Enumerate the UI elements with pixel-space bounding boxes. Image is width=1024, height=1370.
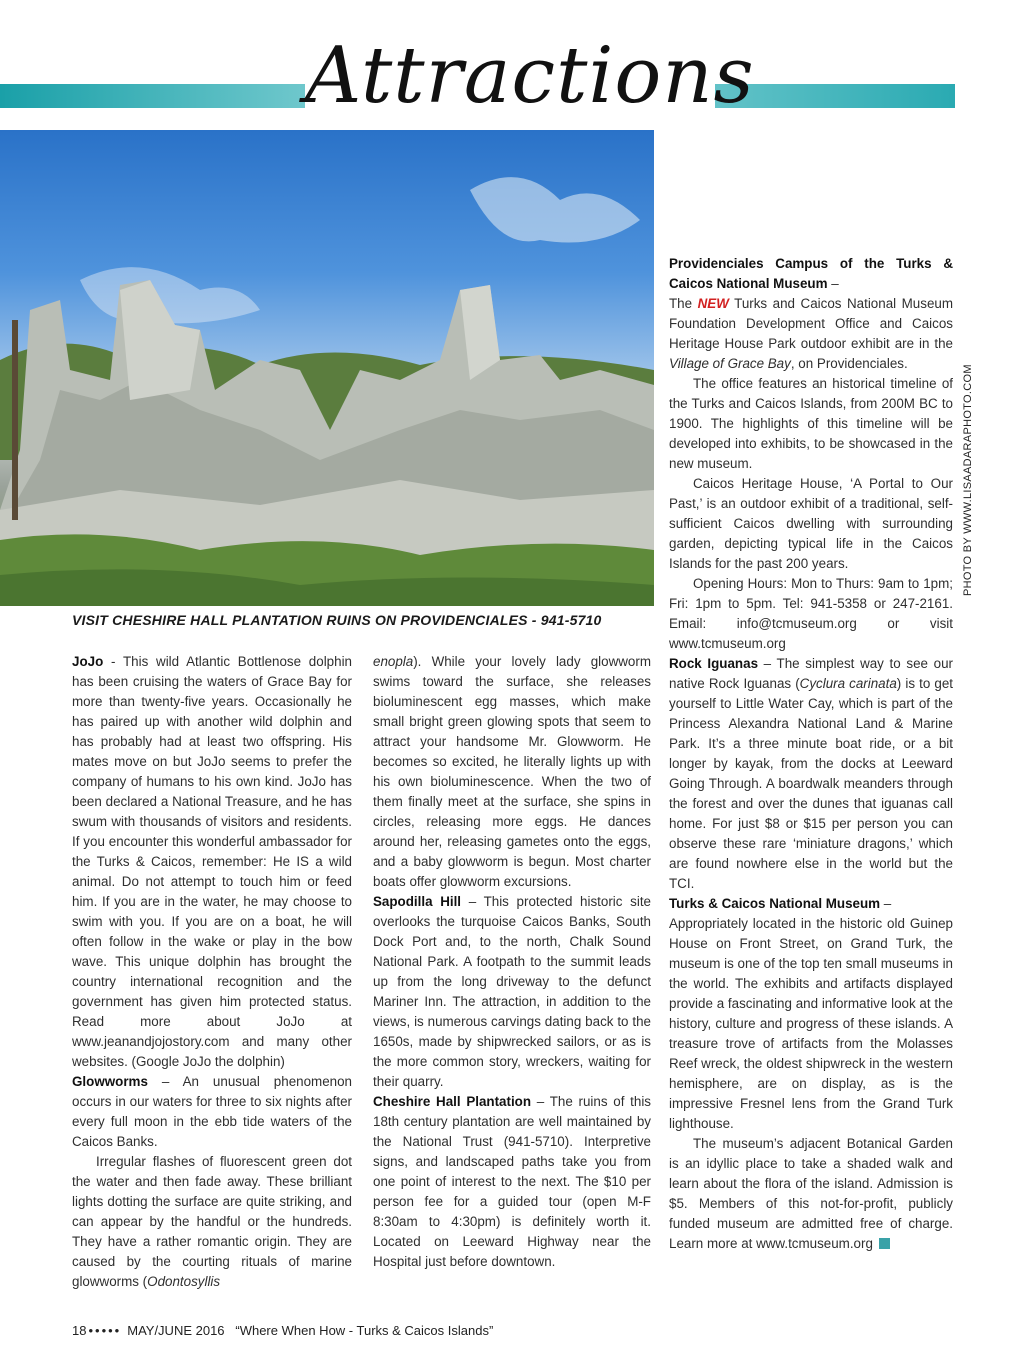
section-title: Attractions xyxy=(305,26,715,126)
page-footer xyxy=(72,1323,493,1338)
glowworms-paragraph: Glowworms – An unusual phenomenon occurs in our waters for three to six nights after every full moon in the ebb tide waters of the Caicos Banks. xyxy=(72,1074,352,1149)
new-badge: NEW xyxy=(697,296,729,311)
jojo-heading: JoJo xyxy=(72,654,104,669)
sapodilla-paragraph: Sapodilla Hill – This protected historic site overlooks the turquoise Caicos Banks, South Dock Port and, to the north, Chalk Sound National Park. A footpath to the summit leads up from the long driveway to the defunct Mariner Inn. The attraction, in addition to the views, is numerous carvings dating back to the 1650s, made by shipwrecked sailors, or as is the more common story, wreckers, waiting for their quarry. xyxy=(373,894,651,1089)
rock-iguanas-paragraph: Rock Iguanas – The simplest way to see our native Rock Iguanas (Cyclura carinata) is to get yourself to Little Water Cay, which is part of the Princess Alexandra National Land & Marine Park. It’s a three minute boat ride, or a bit longer by kayak, from the docks at Leeward Going Through. A boardwalk meanders through the forest and over the dunes that iguanas call home. For just $8 or $15 per person you can observe these rare ‘miniature dragons,’ which are found nowhere else in the world but the TCI. xyxy=(669,656,954,891)
ruins-illustration xyxy=(0,130,654,606)
glowworms-paragraph-2: Irregular flashes of fluorescent green dot the water and then fade away. These brilliant lights dotting the surface are quite striking, and can appear by the handful or the hundreds. They have a rather romantic origin. They are caused by the courting rituals of marine glowworms (Odontosyllis xyxy=(72,1154,352,1289)
museum-campus-paragraph-2: The office features an historical timeline of the Turks and Caicos Islands, from 200M BC to 1900. The highlights of this timeline will be developed into exhibits, to be showcased in the new museum. xyxy=(669,376,953,471)
footer-dots: ••••• xyxy=(88,1323,122,1338)
museum-campus-paragraph-1: The NEW Turks and Caicos National Museum Foundation Development Office and Caicos Heritage House Park outdoor exhibit are in the Village of Grace Bay, on Providenciales. xyxy=(669,296,953,371)
rock-iguanas-heading: Rock Iguanas xyxy=(669,656,759,671)
issue-date: MAY/JUNE 2016 xyxy=(127,1323,225,1338)
national-museum-heading: Turks & Caicos National Museum xyxy=(669,896,881,911)
opening-hours-paragraph: Opening Hours: Mon to Thurs: 9am to 1pm; Fri: 1pm to 5pm. Tel: 941-5358 or 247-2161. Email: info@tcmuseum.org or visit www.tcmuseum.org xyxy=(669,576,953,651)
cheshire-hall-ruins-photo xyxy=(0,130,654,606)
museum-campus-heading: Providenciales Campus of the Turks & Caicos National Museum xyxy=(669,256,953,291)
museum-campus-heading-line: Providenciales Campus of the Turks & Caicos National Museum – xyxy=(669,256,953,291)
national-museum-heading-line: Turks & Caicos National Museum – xyxy=(669,896,892,911)
jojo-paragraph: JoJo - This wild Atlantic Bottlenose dolphin has been cruising the waters of Grace Bay for more than twenty-five years. Occasionally he has paired up with another wild dolphin and has probably had at least two offspring. His mates move on but JoJo seems to prefer the company of humans to his own kind. JoJo has been declared a National Treasure, and he has swum with thousands of visitors and residents. If you encounter this wonderful ambassador for the Turks & Caicos, remember: He IS a wild animal. Do not attempt to touch him or feed him. If you are in the water, he may choose to swim with you. If you are on a boat, he will often follow in the wake or play in the bow wave. This unique dolphin has brought the country international recognition and the government has given him protected status. Read more about JoJo at www.jeanandjojostory.com and many other websites. (Google JoJo the dolphin) xyxy=(72,654,352,1069)
botanical-garden-paragraph: The museum’s adjacent Botanical Garden is an idyllic place to take a shaded walk and learn about the flora of the island. Admission is $5. Members of this not-for-profit, publicly funded museum are admitted free of charge. Learn more at www.tcmuseum.org xyxy=(669,1136,953,1251)
cheshire-paragraph: Cheshire Hall Plantation – The ruins of this 18th century plantation are well maintained by the National Trust (941-5710). Interpretive signs, and landscaped paths take you from one point of interest to the next. The $10 per person fee for a guided tour (open M-F 8:30am to 4:30pm) is definitely worth it. Located on Leeward Highway near the Hospital just before downtown. xyxy=(373,1094,651,1269)
glowworms-heading: Glowworms xyxy=(72,1074,148,1089)
article-column-3 xyxy=(669,254,953,1254)
sapodilla-heading: Sapodilla Hill xyxy=(373,894,462,909)
museum-campus-paragraph-3: Caicos Heritage House, ‘A Portal to Our Past,’ is an outdoor exhibit of a traditional, self-sufficient Caicos dwelling with surrounding garden, depicting typical life in the Caicos Islands for the past 200 years. xyxy=(669,476,953,571)
article-column-1 xyxy=(72,652,352,1292)
end-of-article-square-icon xyxy=(879,1238,890,1249)
glowworms-continued: enopla). While your lovely lady glowworm swims toward the surface, she releases bioluminescent egg masses, which make small bright green glowing spots that seem to attract your handsome Mr. Glowworm. He becomes so excited, he literally lights up with his own bioluminescence. When the two of them finally meet at the surface, she spins in circles, releasing more eggs. He dances around her, releasing gametes onto the eggs, and a baby glowworm is begun. Most charter boats offer glowworm excursions. xyxy=(373,654,651,889)
page-number: 18 xyxy=(72,1323,87,1338)
cheshire-heading: Cheshire Hall Plantation xyxy=(373,1094,532,1109)
photo-caption: VISIT CHESHIRE HALL PLANTATION RUINS ON PROVIDENCIALES - 941-5710 xyxy=(72,612,602,628)
national-museum-paragraph: Appropriately located in the historic old Guinep House on Front Street, on Grand Turk, the museum is one of the top ten small museums in the world. The exhibits and artifacts displayed provide a fascinating and informative look at the history, culture and progress of these islands. A treasure trove of artifacts from the Molasses Reef wreck, the oldest shipwreck in the western hemisphere, are on display, as is the impressive Fresnel lens from the Grand Turk lighthouse. xyxy=(669,916,953,1131)
article-column-2 xyxy=(373,652,651,1272)
publication-name: “Where When How - Turks & Caicos Islands” xyxy=(235,1323,494,1338)
photo-credit: PHOTO BY WWW.LISAADARAPHOTO.COM xyxy=(962,364,974,596)
